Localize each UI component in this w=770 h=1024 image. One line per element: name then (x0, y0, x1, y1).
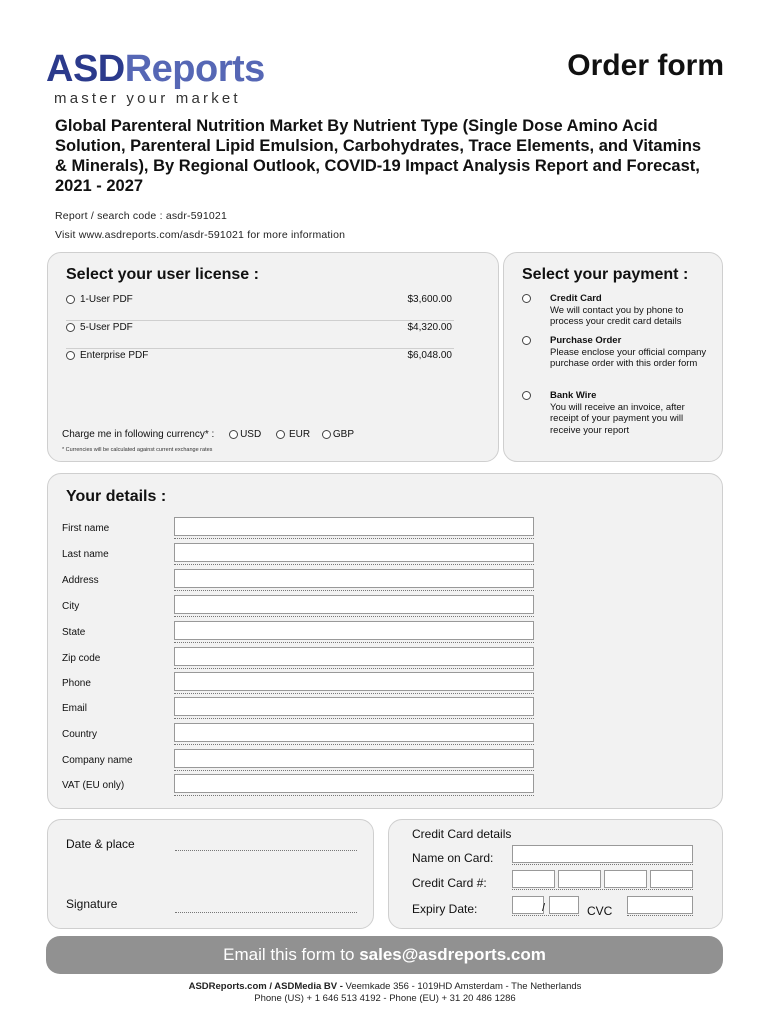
zip-code-field (62, 647, 542, 673)
field-label: Address (62, 575, 99, 586)
currency-option-label: EUR (288, 429, 311, 440)
phone-field (62, 672, 542, 698)
country-input[interactable] (174, 723, 534, 742)
brand-logo (46, 50, 265, 88)
currency-label: Charge me in following currency* : (62, 429, 215, 440)
report-visit-link[interactable]: Visit www.asdreports.com/asdr-591021 for more information (55, 229, 346, 241)
email-banner (46, 936, 723, 974)
currency-option-usd[interactable] (229, 429, 261, 440)
details-panel (47, 473, 723, 809)
vat-input[interactable] (174, 774, 534, 793)
radio-icon[interactable] (522, 294, 531, 303)
field-label: Country (62, 729, 98, 740)
last-name-field (62, 543, 542, 569)
brand-tagline: master your market (54, 90, 241, 107)
expiry-year-input[interactable] (549, 896, 579, 914)
card-number-label: Credit Card #: (412, 876, 487, 890)
expiry-month-input[interactable] (512, 896, 544, 914)
license-option-price: $3,600.00 (407, 294, 452, 305)
currency-option-gbp[interactable] (322, 429, 354, 440)
card-number-group-3[interactable] (604, 870, 647, 888)
field-label: Last name (62, 549, 109, 560)
state-field (62, 621, 542, 647)
radio-icon[interactable] (322, 430, 331, 439)
payment-panel (503, 252, 723, 462)
card-number-group-2[interactable] (558, 870, 601, 888)
payment-heading: Select your payment : (522, 266, 689, 283)
payment-option-title: Bank Wire (550, 390, 597, 401)
brand-logo-part2: Reports (124, 48, 265, 90)
email-banner-prefix: Email this form to (223, 945, 355, 964)
report-code: Report / search code : asdr-591021 (55, 210, 227, 222)
payment-option-title: Credit Card (550, 293, 602, 304)
radio-icon[interactable] (522, 391, 531, 400)
payment-option-desc: You will receive an invoice, after receipt of your payment you will receive your report (550, 401, 685, 436)
currency-option-label: GBP (332, 429, 355, 440)
report-title: Global Parenteral Nutrition Market By Nutrient Type (Single Dose Amino Acid Solution, Parenteral Lipid Emulsion, Carbohydrates, Trace Elements, and Vitamins & Minerals), By Regional Outlook, COVID-19 Impact Analysis Report and Forecast, 2021 - 2027 (55, 117, 702, 195)
payment-option-desc: Please enclose your official company purchase order with this order form (550, 346, 707, 369)
city-field (62, 595, 542, 621)
cvc-label: CVC (587, 904, 613, 918)
expiry-label: Expiry Date: (412, 902, 478, 916)
radio-icon[interactable] (522, 336, 531, 345)
name-on-card-input[interactable] (512, 845, 693, 863)
city-input[interactable] (174, 595, 534, 614)
license-option-5user[interactable] (66, 321, 454, 349)
state-input[interactable] (174, 621, 534, 640)
field-label: City (62, 601, 80, 612)
address-input[interactable] (174, 569, 534, 588)
payment-option-title: Purchase Order (550, 335, 622, 346)
brand-logo-part1: ASD (46, 48, 125, 90)
company-name-field (62, 749, 542, 775)
license-option-enterprise[interactable] (66, 349, 454, 377)
zip-code-input[interactable] (174, 647, 534, 666)
payment-option-desc: We will contact you by phone to process your credit card details (550, 304, 684, 327)
name-on-card-label: Name on Card: (412, 851, 494, 865)
radio-icon[interactable] (66, 323, 75, 332)
currency-option-eur[interactable] (276, 429, 310, 440)
radio-icon[interactable] (66, 295, 75, 304)
license-option-price: $4,320.00 (407, 322, 452, 333)
address-field (62, 569, 542, 595)
date-place-line[interactable] (175, 850, 357, 851)
details-heading: Your details : (66, 488, 167, 505)
field-label: Email (62, 703, 88, 714)
field-label: First name (62, 523, 110, 534)
phone-input[interactable] (174, 672, 534, 691)
footer-separator: - (339, 981, 343, 992)
field-label: Company name (62, 755, 133, 766)
vat-field (62, 774, 542, 800)
footer-address (0, 981, 770, 992)
field-label: Zip code (62, 653, 101, 664)
currency-option-label: USD (240, 429, 262, 440)
radio-icon[interactable] (66, 351, 75, 360)
last-name-input[interactable] (174, 543, 534, 562)
signature-line[interactable] (175, 912, 357, 913)
cvc-input[interactable] (627, 896, 693, 914)
field-label: State (62, 627, 86, 638)
license-option-1user[interactable] (66, 293, 454, 321)
license-option-price: $6,048.00 (407, 350, 452, 361)
first-name-input[interactable] (174, 517, 534, 536)
card-number-group-1[interactable] (512, 870, 555, 888)
signature-panel (47, 819, 374, 929)
date-place-label: Date & place (66, 837, 135, 851)
email-link[interactable]: sales@asdreports.com (359, 945, 546, 964)
license-option-label: Enterprise PDF (80, 350, 149, 361)
footer-phones: Phone (US) + 1 646 513 4192 - Phone (EU) + 31 20 486 1286 (254, 993, 516, 1004)
currency-note: * Currencies will be calculated against current exchange rates (62, 447, 213, 453)
country-field (62, 723, 542, 749)
radio-icon[interactable] (276, 430, 285, 439)
credit-card-heading: Credit Card details (412, 827, 512, 841)
expiry-separator: / (542, 902, 546, 914)
license-option-label: 5-User PDF (80, 322, 133, 333)
signature-label: Signature (66, 897, 118, 911)
page-title: Order form (567, 49, 724, 82)
card-number-group-4[interactable] (650, 870, 693, 888)
footer-street: Veemkade 356 - 1019HD Amsterdam - The Netherlands (345, 981, 582, 992)
first-name-field (62, 517, 542, 543)
field-label: VAT (EU only) (62, 780, 125, 791)
credit-card-panel (388, 819, 723, 929)
email-field (62, 697, 542, 723)
license-option-label: 1-User PDF (80, 294, 133, 305)
field-label: Phone (62, 678, 91, 689)
radio-icon[interactable] (229, 430, 238, 439)
footer-company: ASDReports.com / ASDMedia BV (188, 981, 338, 992)
license-heading: Select your user license : (66, 266, 259, 283)
currency-selector (62, 429, 354, 440)
email-input[interactable] (174, 697, 534, 716)
license-panel (47, 252, 499, 462)
company-name-input[interactable] (174, 749, 534, 768)
